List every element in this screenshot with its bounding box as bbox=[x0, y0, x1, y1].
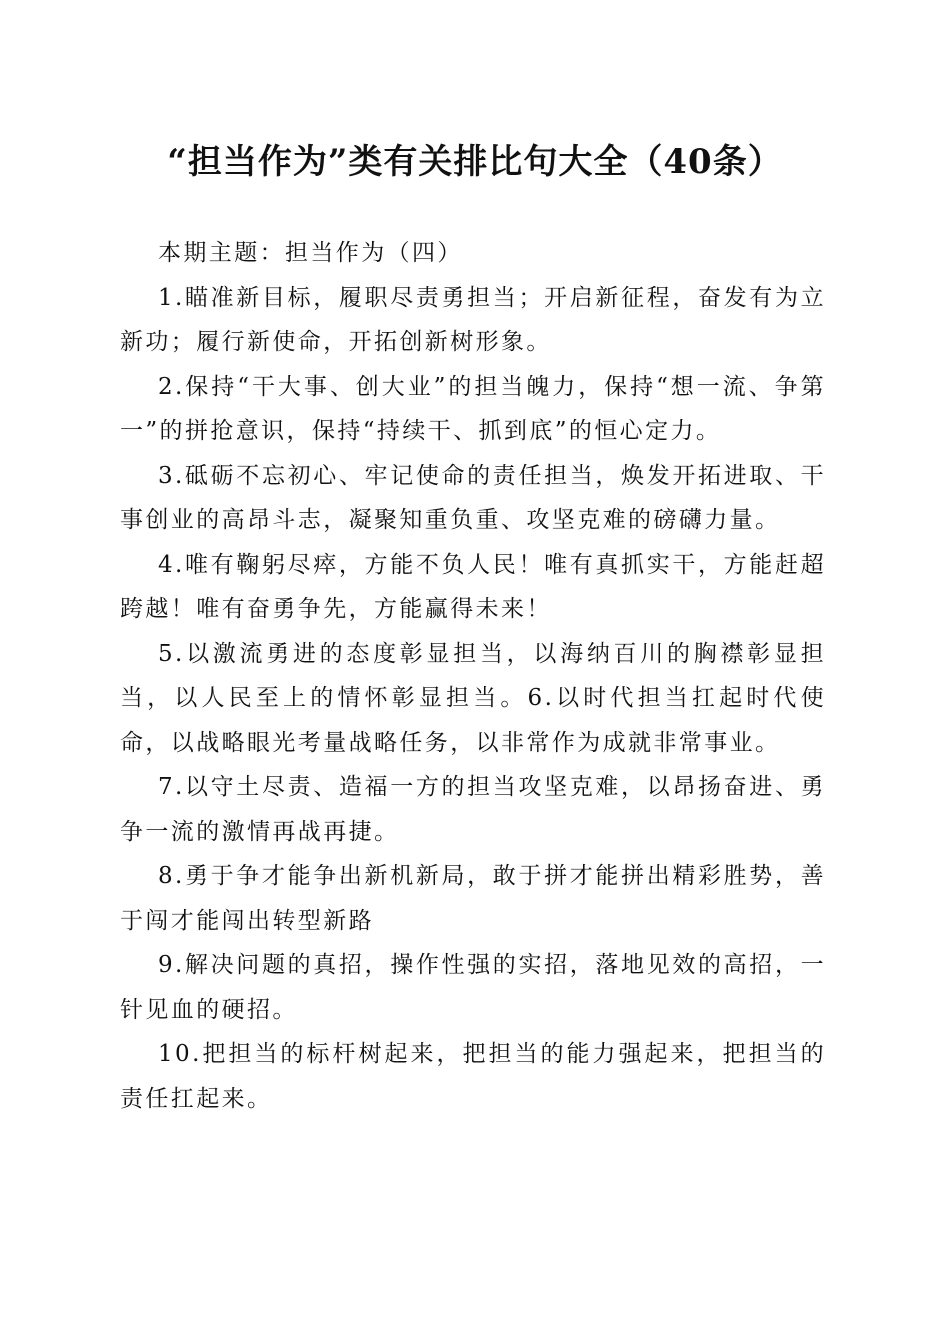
paragraph-item-3: 3.砥砺不忘初心、牢记使命的责任担当，焕发开拓进取、干事创业的高昂斗志，凝聚知重负重、攻坚克难的磅礴力量。 bbox=[120, 462, 826, 533]
document-title: “担当作为”类有关排比句大全（40条） bbox=[167, 142, 783, 182]
paragraph-item-1: 1.瞄准新目标，履职尽责勇担当；开启新征程，奋发有为立新功；履行新使命，开拓创新树形象。 bbox=[120, 284, 826, 355]
paragraph-item-5-6: 5.以激流勇进的态度彰显担当，以海纳百川的胸襟彰显担当，以人民至上的情怀彰显担当。6.以时代担当扛起时代使命，以战略眼光考量战略任务，以非常作为成就非常事业。 bbox=[120, 640, 826, 756]
paragraph-item-7: 7.以守土尽责、造福一方的担当攻坚克难，以昂扬奋进、勇争一流的激情再战再捷。 bbox=[120, 774, 826, 845]
paragraph-item-9: 9.解决问题的真招，操作性强的实招，落地见效的高招，一针见血的硬招。 bbox=[120, 952, 826, 1023]
paragraph-item-2: 2.保持“干大事、创大业”的担当魄力，保持“想一流、争第一”的拼抢意识，保持“持续干、抓到底”的恒心定力。 bbox=[120, 373, 826, 444]
paragraph-item-8: 8.勇于争才能争出新机新局，敢于拼才能拼出精彩胜势，善于闯才能闯出转型新路 bbox=[120, 863, 826, 934]
document-body bbox=[120, 231, 826, 1121]
paragraph-item-10: 10.把担当的标杆树起来，把担当的能力强起来，把担当的责任扛起来。 bbox=[120, 1041, 826, 1112]
paragraph-theme: 本期主题：担当作为（四） bbox=[158, 240, 463, 266]
paragraph-item-4: 4.唯有鞠躬尽瘁，方能不负人民！唯有真抓实干，方能赶超跨越！唯有奋勇争先，方能赢得未来！ bbox=[120, 551, 826, 622]
